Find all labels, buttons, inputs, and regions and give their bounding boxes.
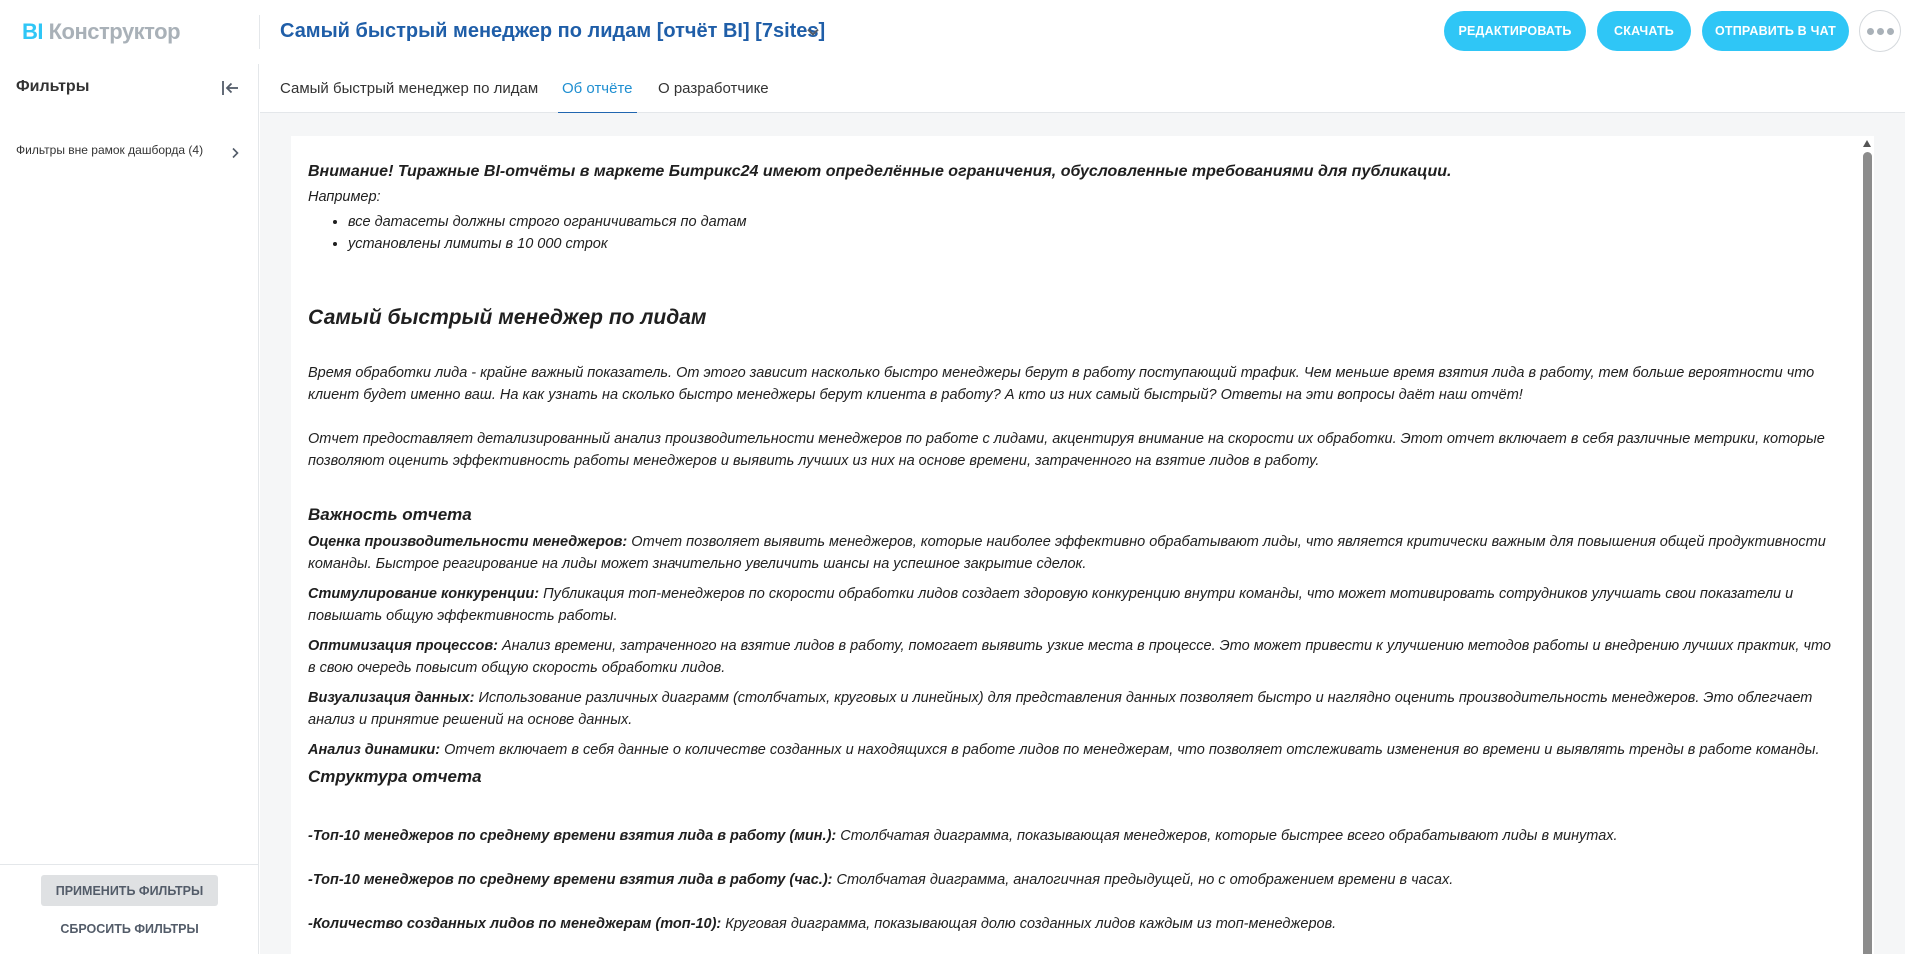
tab-report[interactable]: Самый быстрый менеджер по лидам (280, 80, 539, 97)
description-scrollbar[interactable] (1861, 136, 1874, 954)
importance-item (308, 687, 1838, 731)
send-to-chat-button[interactable]: ОТПРАВИТЬ В ЧАТ (1702, 11, 1849, 51)
item-text: Столбчатая диаграмма, аналогичная предыдущей, но с отображением времени в часах. (832, 872, 1454, 888)
logo-text: Конструктор (48, 19, 181, 44)
content-area (260, 113, 1905, 954)
tab-about-developer[interactable]: О разработчике (658, 80, 769, 97)
description-heading: Самый быстрый менеджер по лидам (308, 306, 707, 329)
sidebar-actions (0, 864, 259, 954)
structure-item (308, 869, 1838, 891)
description-paragraph: Отчет предоставляет детализированный анализ производительности менеджеров по работе с лидами, акцентируя внимание на скорости их обработки. Этот отчет включает в себя различные метрики, которые позволяют оценить эффективность работы менеджеров и выявить лучших из них на основе времени, затраченного на взятие лидов в работу. (308, 431, 1825, 469)
apply-filters-button[interactable]: ПРИМЕНИТЬ ФИЛЬТРЫ (41, 875, 218, 906)
warning-text: Внимание! Тиражные BI-отчёты в маркете Битрикс24 имеют определённые ограничения, обусловленные требованиями для публикации. (308, 163, 1452, 180)
collapse-sidebar-icon[interactable] (219, 77, 241, 99)
report-description (291, 136, 1874, 954)
filters-sidebar (0, 64, 259, 954)
item-term: -Количество созданных лидов по менеджерам (топ-10): (308, 916, 722, 932)
item-text: Анализ времени, затраченного на взятие лидов в работу, помогает выявить узкие места в процессе. Это может привести к улучшению методов работы и внедрению лучших практик, что в свою очередь повысит общую скорость обработки лидов. (308, 638, 1831, 676)
more-dot (1877, 28, 1884, 35)
item-term: Оценка производительности менеджеров: (308, 534, 628, 550)
importance-heading: Важность отчета (308, 505, 472, 524)
logo-bi: BI (22, 19, 43, 44)
app-logo[interactable] (22, 19, 180, 45)
app-header (0, 0, 1905, 64)
importance-item (308, 635, 1838, 679)
item-term: -Топ-10 менеджеров по среднему времени взятия лида в работу (мин.): (308, 828, 837, 844)
description-paragraph: Время обработки лида - крайне важный показатель. От этого зависит насколько быстро менеджеры берут в работу поступающий трафик. Чем меньше время взятия лида в работу, тем больше вероятности что клиент будет именно ваш. На как узнать на сколько быстро менеджеры берут клиента в работу? А кто из них самый быстрый? Ответы на эти вопросы даёт наш отчёт! (308, 365, 1815, 403)
filter-group-outside-dashboard[interactable] (16, 140, 244, 184)
more-dot (1887, 28, 1894, 35)
item-text: Столбчатая диаграмма, показывающая менеджеров, которые быстрее всего обрабатывают лиды в минутах. (836, 828, 1618, 844)
reset-filters-button[interactable]: СБРОСИТЬ ФИЛЬТРЫ (60, 922, 199, 936)
importance-item (308, 583, 1838, 627)
importance-item (308, 531, 1838, 575)
importance-item (308, 739, 1838, 761)
filters-title: Фильтры (16, 78, 90, 95)
tab-about-report[interactable]: Об отчёте (558, 64, 637, 113)
limits-list (348, 211, 747, 255)
filter-group-label: Фильтры вне рамок дашборда (4) (16, 143, 204, 157)
scroll-thumb[interactable] (1863, 152, 1872, 954)
item-text: Круговая диаграмма, показывающая долю созданных лидов каждым из топ-менеджеров. (721, 916, 1337, 932)
scroll-up-icon[interactable] (1863, 140, 1871, 147)
list-item: • все датасеты должны строго ограничиваться по датам (348, 211, 747, 233)
report-tabs (260, 64, 1905, 113)
report-title[interactable]: Самый быстрый менеджер по лидам [отчёт BI] [7sites] (280, 20, 826, 42)
item-term: Визуализация данных: (308, 690, 475, 706)
item-term: -Топ-10 менеджеров по среднему времени взятия лида в работу (час.): (308, 872, 833, 888)
item-term: Оптимизация процессов: (308, 638, 498, 654)
item-text: Отчет включает в себя данные о количестве созданных и находящихся в работе лидов по менеджерам, что позволяет отслеживать изменения во времени и выявлять тренды в работе команды. (440, 742, 1820, 758)
more-menu-button[interactable] (1859, 10, 1901, 52)
edit-button[interactable]: РЕДАКТИРОВАТЬ (1444, 11, 1586, 51)
structure-item (308, 825, 1838, 847)
structure-item (308, 913, 1838, 935)
download-button[interactable]: СКАЧАТЬ (1597, 11, 1691, 51)
structure-heading: Структура отчета (308, 767, 482, 786)
item-text: Публикация топ-менеджеров по скорости обработки лидов создает здоровую конкуренцию внутри команды, что может мотивировать сотрудников улучшать свои показатели и повышать общую эффективность работы. (308, 586, 1794, 624)
item-text: Использование различных диаграмм (столбчатых, круговых и линейных) для представления данных позволяет быстро и наглядно оценить производительность менеджеров. Это облегчает анализ и принятие решений на основе данных. (308, 690, 1813, 728)
item-term: Стимулирование конкуренции: (308, 586, 540, 602)
chevron-down-icon[interactable] (804, 23, 822, 41)
list-item: • установлены лимиты в 10 000 строк (348, 233, 747, 255)
item-text: Отчет позволяет выявить менеджеров, которые наиболее эффективно обрабатывают лиды, что является критически важным для повышения общей продуктивности команды. Быстрое реагирование на лиды может значительно увеличить шансы на успешное закрытие сделок. (308, 534, 1826, 572)
more-dots-icon (1867, 28, 1874, 35)
chevron-right-icon (228, 146, 242, 160)
item-term: Анализ динамики: (308, 742, 441, 758)
example-label: Например: (308, 189, 381, 205)
header-divider (259, 15, 260, 49)
